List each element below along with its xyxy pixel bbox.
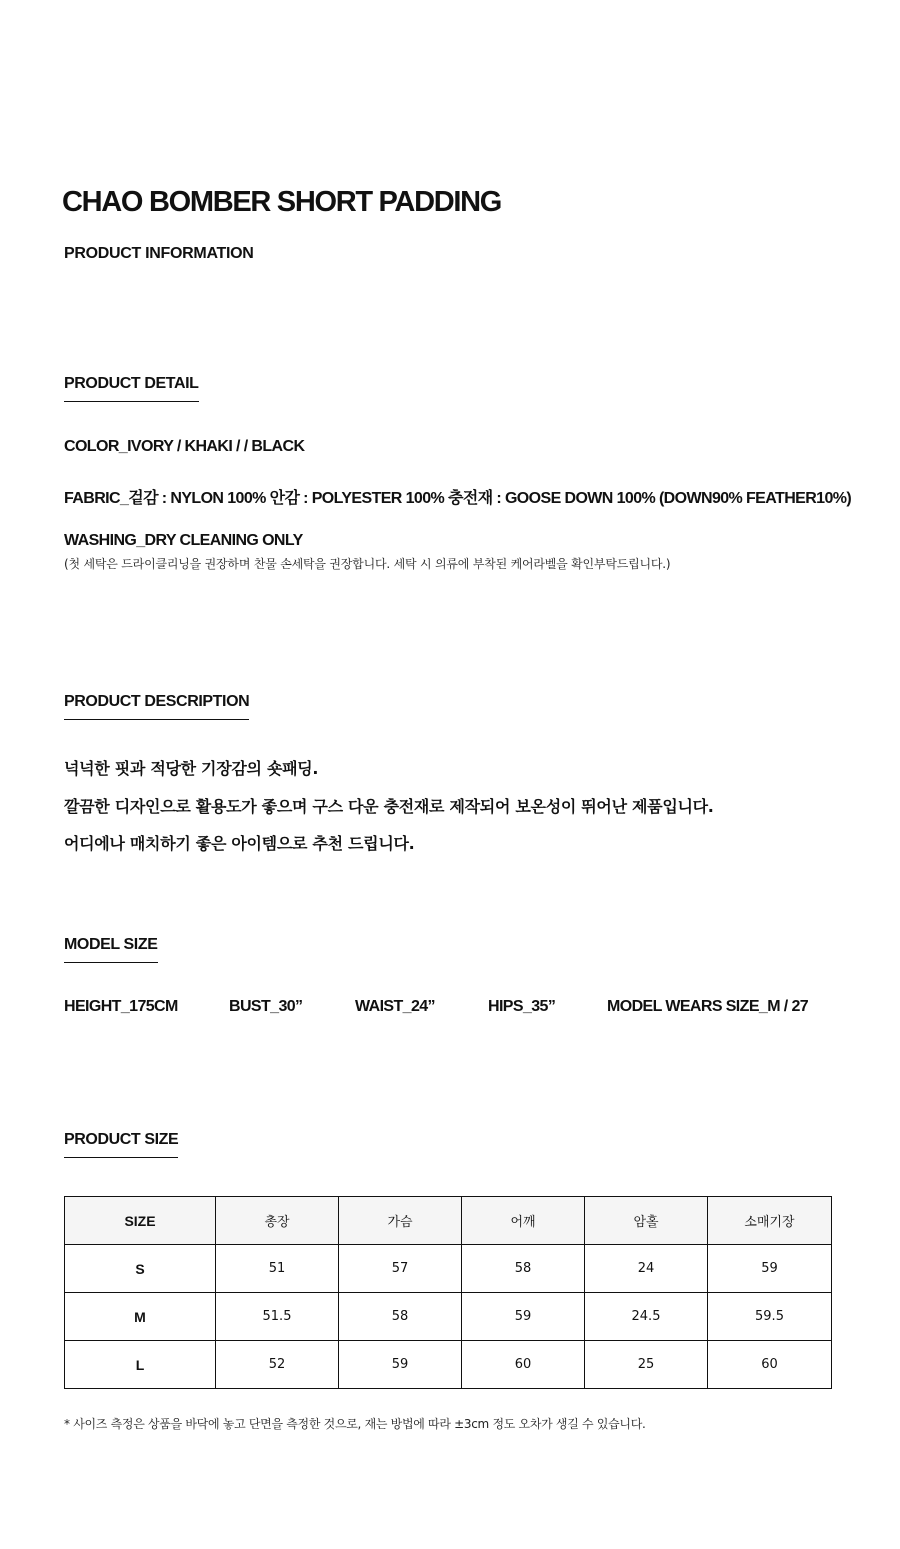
product-size-heading: PRODUCT SIZE	[64, 1131, 178, 1158]
washing-note: (첫 세탁은 드라이클리닝을 권장하며 찬물 손세탁을 권장합니다. 세탁 시 의류에 부착된 케어라벨을 확인부탁드립니다.)	[64, 557, 671, 571]
product-detail-heading: PRODUCT DETAIL	[64, 375, 199, 402]
size-table	[64, 1196, 832, 1389]
size-label: M	[65, 1293, 216, 1341]
model-bust: BUST_30”	[229, 998, 303, 1015]
table-cell: 24.5	[585, 1293, 708, 1341]
model-waist: WAIST_24”	[355, 998, 435, 1015]
size-label: S	[65, 1245, 216, 1293]
column-header-armhole: 암홀	[585, 1197, 708, 1245]
column-header-size: SIZE	[65, 1197, 216, 1245]
table-cell: 58	[339, 1293, 462, 1341]
table-cell: 59	[339, 1341, 462, 1389]
model-hips: HIPS_35”	[488, 998, 556, 1015]
washing-info: WASHING_DRY CLEANING ONLY	[64, 532, 303, 549]
description-line: 넉넉한 핏과 적당한 기장감의 숏패딩.	[64, 759, 319, 778]
table-cell: 51	[216, 1245, 339, 1293]
table-row	[65, 1245, 832, 1293]
product-title: CHAO BOMBER SHORT PADDING	[62, 186, 502, 218]
fabric-info: FABRIC_겉감 : NYLON 100% 안감 : POLYESTER 100% 충전재 : GOOSE DOWN 100% (DOWN90% FEATHER10%)	[64, 490, 852, 507]
table-cell: 52	[216, 1341, 339, 1389]
product-description-heading: PRODUCT DESCRIPTION	[64, 693, 249, 720]
size-label: L	[65, 1341, 216, 1389]
table-cell: 57	[339, 1245, 462, 1293]
column-header-total-length: 총장	[216, 1197, 339, 1245]
table-cell: 51.5	[216, 1293, 339, 1341]
description-line: 깔끔한 디자인으로 활용도가 좋으며 구스 다운 충전재로 제작되어 보온성이 뛰어난 제품입니다.	[64, 797, 714, 816]
table-cell: 59	[708, 1245, 832, 1293]
description-line: 어디에나 매치하기 좋은 아이템으로 추천 드립니다.	[64, 834, 415, 853]
table-row	[65, 1341, 832, 1389]
model-height: HEIGHT_175CM	[64, 998, 178, 1015]
model-wears-size: MODEL WEARS SIZE_M / 27	[607, 998, 809, 1015]
size-footnote: * 사이즈 측정은 상품을 바닥에 놓고 단면을 측정한 것으로, 재는 방법에 따라 ±3cm 정도 오차가 생길 수 있습니다.	[64, 1417, 646, 1431]
table-cell: 60	[462, 1341, 585, 1389]
color-info: COLOR_IVORY / KHAKI / / BLACK	[64, 438, 305, 455]
table-cell: 60	[708, 1341, 832, 1389]
table-cell: 59.5	[708, 1293, 832, 1341]
model-size-heading: MODEL SIZE	[64, 936, 158, 963]
column-header-chest: 가슴	[339, 1197, 462, 1245]
column-header-shoulder: 어깨	[462, 1197, 585, 1245]
table-row	[65, 1293, 832, 1341]
table-header-row	[65, 1197, 832, 1245]
table-cell: 25	[585, 1341, 708, 1389]
table-cell: 58	[462, 1245, 585, 1293]
product-information-label: PRODUCT INFORMATION	[64, 245, 254, 262]
table-cell: 24	[585, 1245, 708, 1293]
table-cell: 59	[462, 1293, 585, 1341]
column-header-sleeve-length: 소매기장	[708, 1197, 832, 1245]
